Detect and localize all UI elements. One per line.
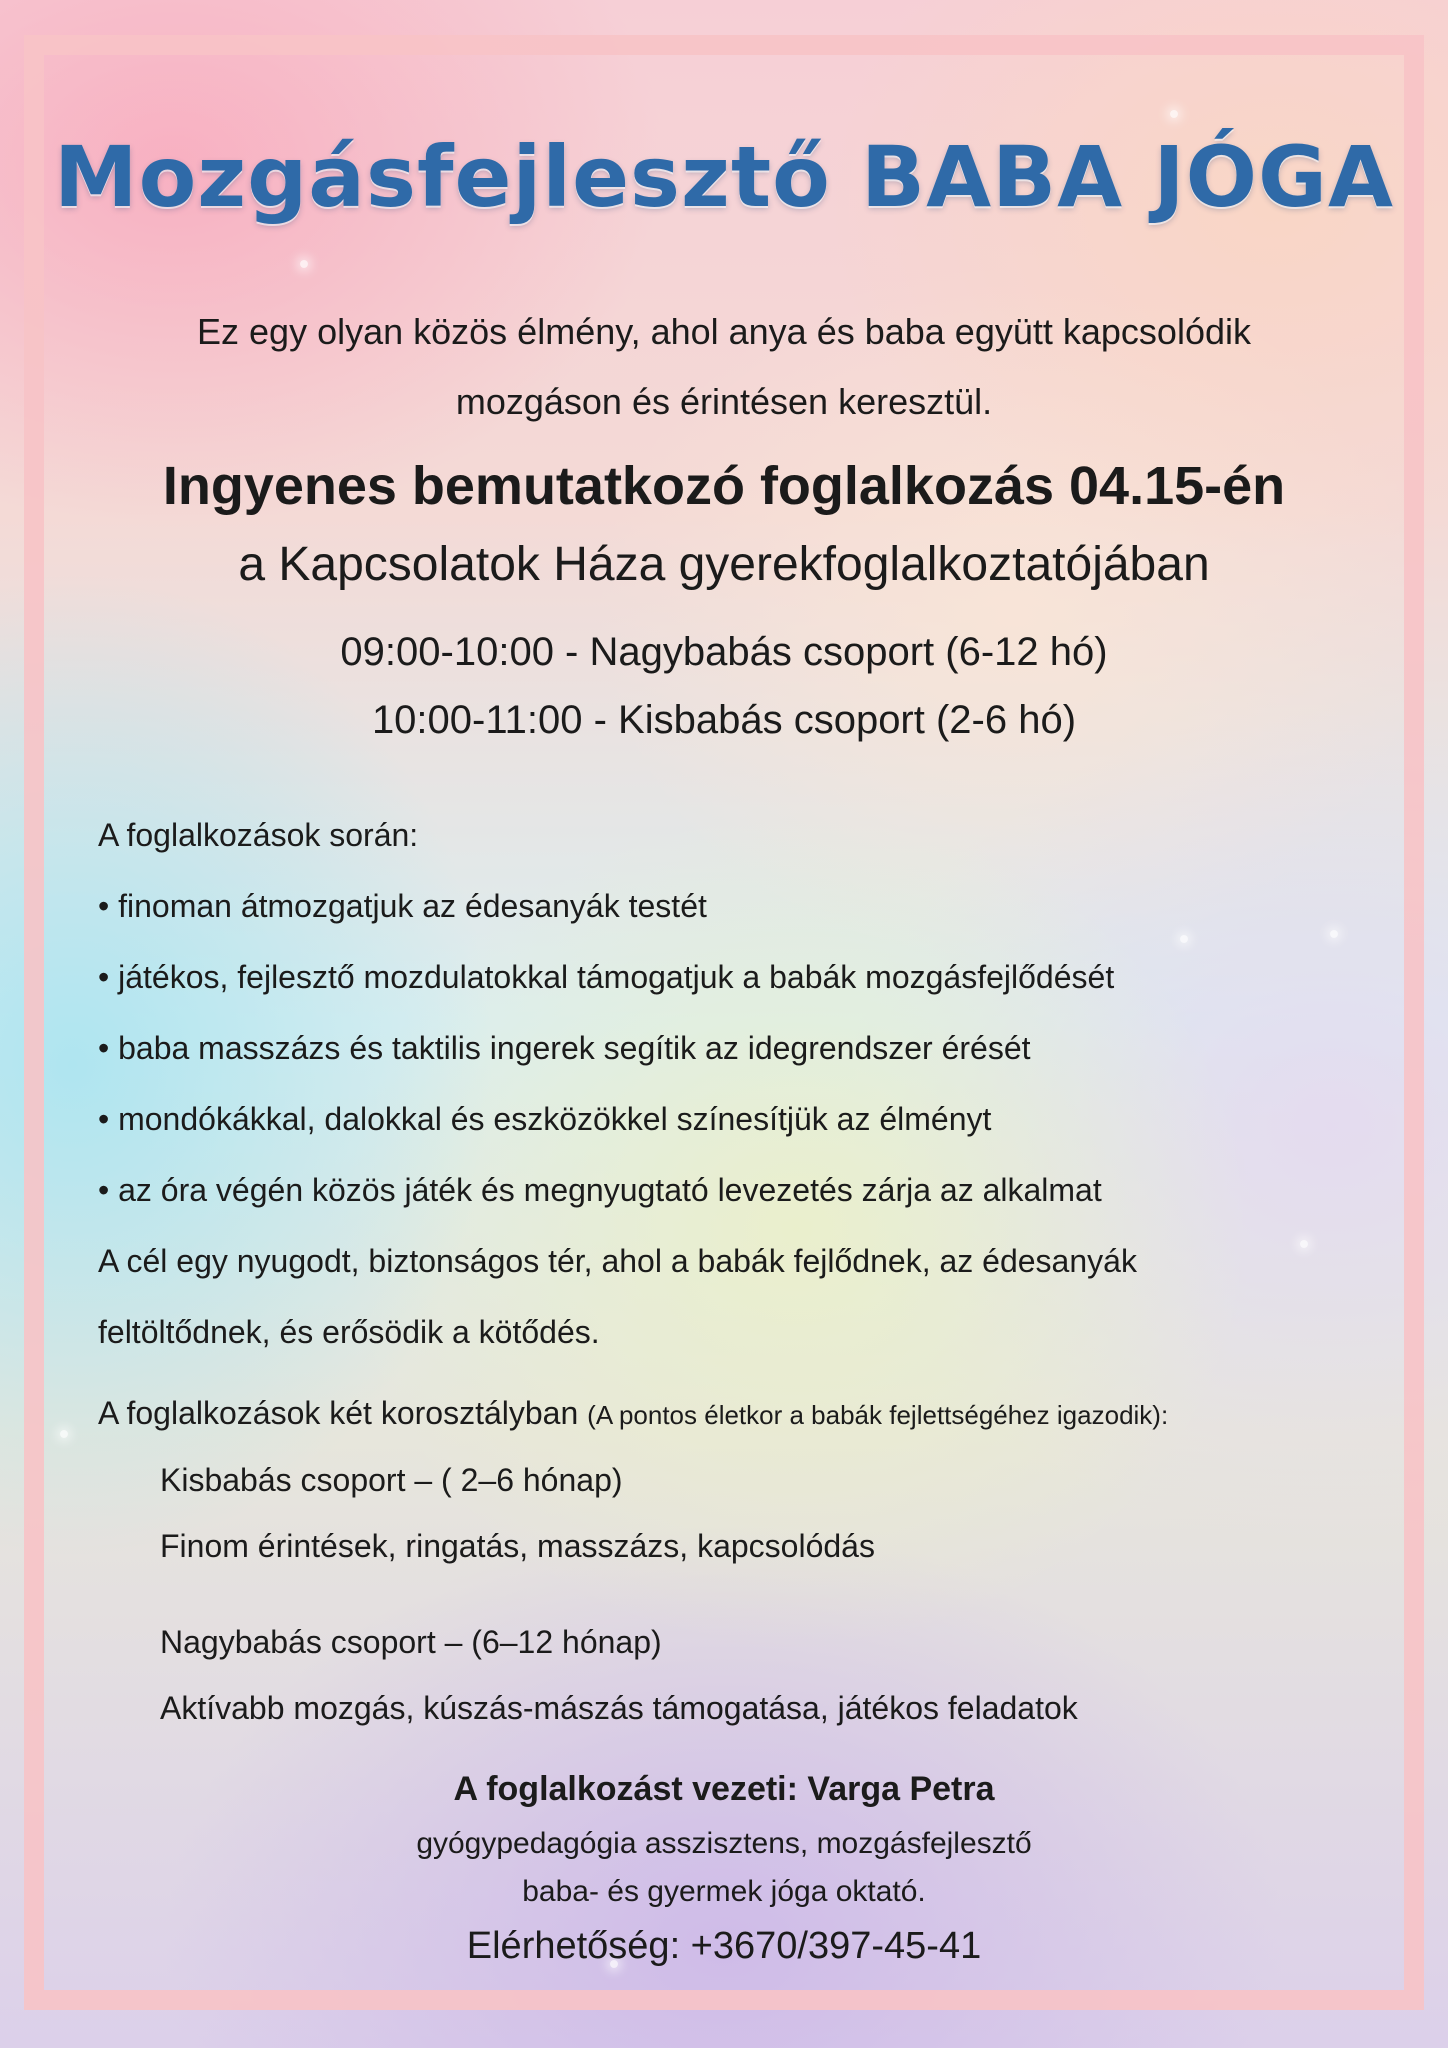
activities-section	[98, 800, 1348, 1368]
groups-intro	[98, 1380, 1358, 1448]
group-description: Aktívabb mozgás, kúszás-mászás támogatása, játékos feladatok	[160, 1690, 1078, 1726]
groups-intro-note: (A pontos életkor a babák fejlettségéhez igazodik):	[587, 1400, 1169, 1430]
activity-bullet: • játékos, fejlesztő mozdulatokkal támogatjuk a babák mozgásfejlődését	[98, 959, 1115, 995]
intro-line: mozgáson és érintésen keresztül.	[455, 381, 993, 422]
group-description: Finom érintések, ringatás, masszázs, kapcsolódás	[160, 1528, 875, 1564]
contact-phone: Elérhetőség: +3670/397-45-41	[466, 1925, 982, 1967]
activity-bullet: • az óra végén közös játék és megnyugtató levezetés zárja az alkalmat	[98, 1172, 1102, 1208]
free-session-headline: Ingyenes bemutatkozó foglalkozás 04.15-én	[162, 456, 1286, 516]
intro-line: Ez egy olyan közös élmény, ahol anya és baba együtt kapcsolódik	[197, 311, 1251, 352]
venue-line: a Kapcsolatok Háza gyerekfoglalkoztatójában	[238, 538, 1210, 591]
group-name: Nagybabás csoport – (6–12 hónap)	[160, 1624, 662, 1660]
groups-intro-text: A foglalkozások két korosztályban	[98, 1395, 579, 1431]
group-name: Kisbabás csoport – ( 2–6 hónap)	[160, 1462, 623, 1498]
schedule	[0, 618, 1448, 754]
activity-bullet: • finoman átmozgatjuk az édesanyák testét	[98, 888, 707, 924]
goal-text: feltöltődnek, és erősödik a kötődés.	[98, 1314, 600, 1350]
schedule-item: 10:00-11:00 - Kisbabás csoport (2-6 hó)	[371, 698, 1077, 742]
activities-heading: A foglalkozások során:	[98, 817, 419, 853]
intro-text	[0, 297, 1448, 437]
activity-bullet: • mondókákkal, dalokkal és eszközökkel színesítjük az élményt	[98, 1101, 992, 1137]
instructor-role: gyógypedagógia asszisztens, mozgásfejlesztő	[416, 1827, 1032, 1860]
goal-text: A cél egy nyugodt, biztonságos tér, ahol a babák fejlődnek, az édesanyák	[98, 1243, 1137, 1279]
schedule-item: 09:00-10:00 - Nagybabás csoport (6-12 hó)	[340, 630, 1108, 674]
instructor-role: baba- és gyermek jóga oktató.	[522, 1875, 926, 1908]
activity-bullet: • baba masszázs és taktilis ingerek segítik az idegrendszer érését	[98, 1030, 1031, 1066]
instructor-name: A foglalkozást vezeti: Varga Petra	[453, 1770, 995, 1808]
instructor-info	[0, 1758, 1448, 1976]
page-title: Mozgásfejlesztő BABA JÓGA	[53, 128, 1394, 226]
group-small-babies	[160, 1447, 1260, 1579]
group-big-babies	[160, 1609, 1260, 1741]
